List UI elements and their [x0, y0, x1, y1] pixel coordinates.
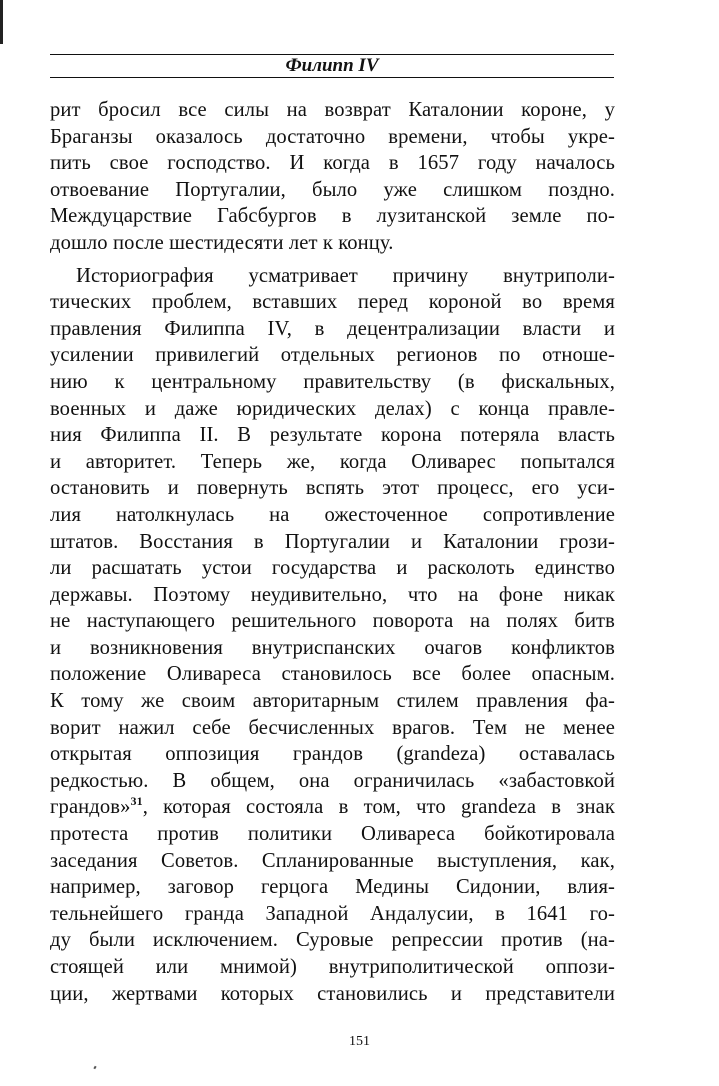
- text-line: лия натолкнулась на ожесточенное сопротивление: [50, 503, 615, 526]
- text-line: редкостью. В общем, она ограничилась «забастовкой: [50, 769, 615, 792]
- text-line: открытая оппозиция грандов (grandeza) оставалась: [50, 743, 615, 766]
- page-number: 151: [349, 1034, 370, 1049]
- paragraph-continuation: [50, 97, 615, 257]
- text-line: дошло после шестидесяти лет к концу.: [50, 231, 394, 254]
- footnote-ref: 31: [130, 794, 143, 809]
- text-line: правления Филиппа IV, в децентрализации власти и: [50, 317, 615, 340]
- footnote-line-after: , которая состояла в том, что grandeza в знак: [142, 796, 615, 819]
- text-line: заседания Советов. Спланированные выступления, как,: [50, 849, 615, 872]
- text-line: державы. Поэтому неудивительно, что на фоне никак: [50, 583, 615, 606]
- text-line: ции, жертвами которых становились и представители: [50, 982, 615, 1005]
- text-line: усилении привилегий отдельных регионов по отноше-: [50, 344, 615, 367]
- text-line: Историография усматривает причину внутриполи-: [76, 264, 615, 287]
- text-line: например, заговор герцога Медины Сидонии, влия-: [50, 876, 615, 899]
- text-line: стоящей или мнимой) внутриполитической оппози-: [50, 956, 615, 978]
- text-line: протеста против политики Оливареса бойкотировала: [50, 823, 615, 846]
- text-line: ния Филиппа II. В результате корона потеряла власть: [50, 424, 615, 447]
- paragraph-historiography: [50, 263, 615, 1008]
- header-rule-bottom: [50, 77, 614, 78]
- scan-edge-mark: [0, 0, 3, 44]
- text-line: не наступающего решительного поворота на полях битв: [50, 610, 615, 633]
- text-line: нию к центральному правительству (в фискальных,: [50, 370, 615, 393]
- text-line: Браганзы оказалось достаточно времени, чтобы укре-: [50, 125, 615, 148]
- text-line: ли расшатать устои государства и расколоть единство: [50, 557, 615, 580]
- text-line: ду были исключением. Суровые репрессии против (на-: [50, 929, 615, 952]
- text-line: отвоевание Португалии, было уже слишком поздно.: [50, 178, 615, 201]
- text-line: положение Оливареса становилось все более опасным.: [50, 663, 615, 686]
- text-line-with-footnote: [50, 794, 615, 821]
- text-line: ворит нажил себе бесчисленных врагов. Тем не менее: [50, 716, 615, 739]
- text-line: К тому же своим авторитарным стилем правления фа-: [50, 690, 615, 713]
- text-line: военных и даже юридических делах) с конца правле-: [50, 397, 615, 420]
- text-line: остановить и повернуть вспять этот процесс, его уси-: [50, 477, 615, 500]
- text-line: Междуцарствие Габсбургов в лузитанской земле по-: [50, 205, 615, 228]
- text-line: и возникновения внутриспанских очагов конфликтов: [50, 636, 615, 659]
- running-head: [50, 50, 614, 86]
- text-line: тельнейшего гранда Западной Андалусии, в 1641 го-: [50, 902, 615, 925]
- text-line: пить свое господство. И когда в 1657 году началось: [50, 152, 615, 175]
- running-head-title: Филипп IV: [285, 55, 379, 76]
- body-text: [50, 97, 615, 1007]
- text-line: штатов. Восстания в Португалии и Каталонии грози-: [50, 530, 615, 553]
- text-line: тических проблем, вставших перед короной во время: [50, 291, 615, 314]
- text-line: и авторитет. Теперь же, когда Оливарес попытался: [50, 450, 615, 473]
- text-line: рит бросил все силы на возврат Каталонии короне, у: [50, 99, 615, 121]
- scan-speck: [93, 1066, 96, 1070]
- footnote-line-before: грандов»: [50, 796, 131, 819]
